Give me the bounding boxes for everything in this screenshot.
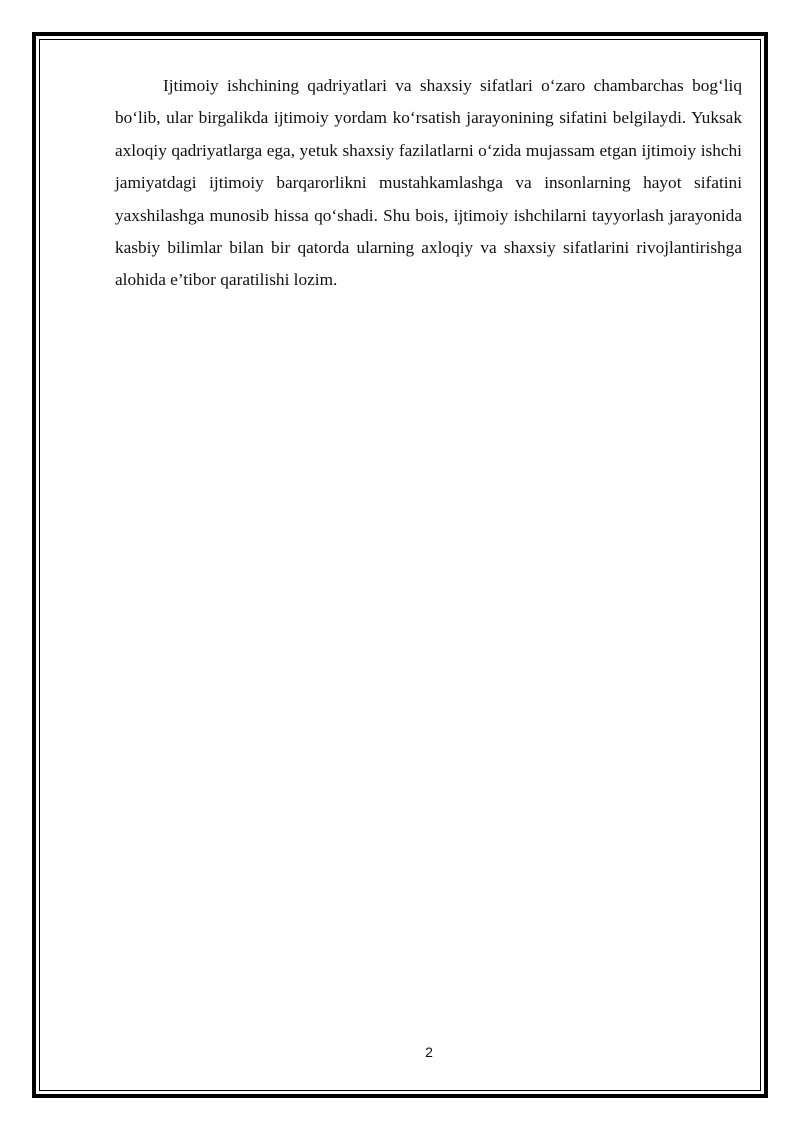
page-number: 2 <box>425 1044 433 1060</box>
body-paragraph: Ijtimoiy ishchining qadriyatlari va shaxsiy sifatlari o‘zaro chambarchas bog‘liq bo‘lib, ular birgalikda ijtimoiy yordam ko‘rsatish jarayonining sifatini belgilaydi. Yuksak axloqiy qadriyatlarga ega, yetuk shaxsiy fazilatlarni o‘zida mujassam etgan ijtimoiy ishchi jamiyatdagi ijtimoiy barqarorlikni mustahkamlashga va insonlarning hayot sifatini yaxshilashga munosib hissa qo‘shadi. Shu bois, ijtimoiy ishchilarni tayyorlash jarayonida kasbiy bilimlar bilan bir qatorda ularning axloqiy va shaxsiy sifatlarini rivojlantirishga alohida e’tibor qaratilishi lozim. <box>115 76 742 290</box>
